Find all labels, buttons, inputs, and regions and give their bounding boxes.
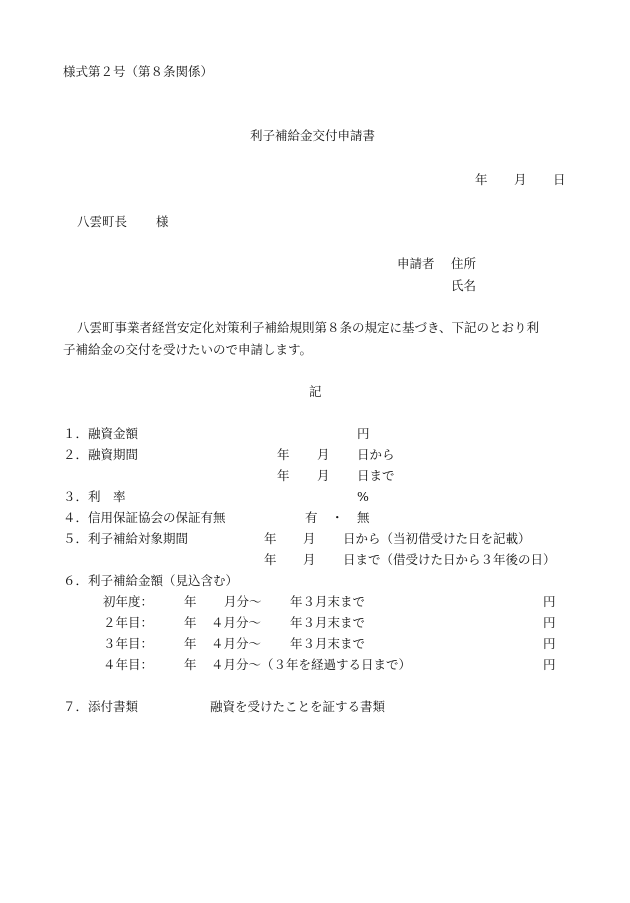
loan-period-to: 日まで bbox=[357, 468, 395, 483]
loan-period-from-year: 年 bbox=[277, 447, 290, 462]
document-title: 利子補給金交付申請書 bbox=[250, 128, 376, 143]
subsidy-period-from-month: 月 bbox=[303, 531, 316, 546]
date-year: 年 bbox=[475, 172, 488, 187]
item-loan-amount-unit: 円 bbox=[357, 426, 370, 441]
subsidy-row-from: ４月分～ bbox=[211, 636, 262, 651]
guarantee-no: 無 bbox=[357, 510, 370, 525]
subsidy-row-unit: 円 bbox=[543, 594, 556, 609]
subsidy-row-to: 年３月末まで bbox=[290, 636, 366, 651]
guarantee-yes: 有 bbox=[305, 510, 318, 525]
item-subsidy-period-label: ５．利子補給対象期間 bbox=[63, 531, 189, 546]
loan-period-to-year: 年 bbox=[277, 468, 290, 483]
subsidy-row-from: ４月分～ bbox=[211, 615, 262, 630]
item-loan-amount-label: １．融資金額 bbox=[63, 426, 139, 441]
subsidy-row-year-label: ２年目： bbox=[103, 615, 154, 630]
item-loan-period-label: ２．融資期間 bbox=[63, 447, 139, 462]
date-day: 日 bbox=[553, 172, 566, 187]
subsidy-row-to: 年３月末まで bbox=[290, 594, 366, 609]
subsidy-row-from: 月分～ bbox=[224, 594, 262, 609]
applicant-label: 申請者 bbox=[397, 256, 435, 271]
item-attachments-label: ７．添付書類 bbox=[63, 699, 139, 714]
addressee-name: 八雲町長 bbox=[77, 214, 128, 229]
guarantee-dot: ・ bbox=[331, 510, 344, 525]
subsidy-row-year-label: 初年度： bbox=[103, 594, 154, 609]
applicant-name-label: 氏名 bbox=[451, 278, 477, 293]
item-interest-rate-unit: % bbox=[357, 489, 369, 504]
subsidy-row-nen: 年 bbox=[184, 594, 197, 609]
item-interest-rate-label: ３．利 率 bbox=[63, 489, 126, 504]
subsidy-row-nen: 年 bbox=[184, 615, 197, 630]
subsidy-period-from-year: 年 bbox=[264, 531, 277, 546]
subsidy-row-from: ４月分～（３年を経過する日まで） bbox=[211, 657, 412, 672]
form-number: 様式第２号（第８条関係） bbox=[63, 64, 214, 79]
subsidy-row-year-label: ３年目： bbox=[103, 636, 154, 651]
ki-heading: 記 bbox=[309, 384, 322, 399]
subsidy-row-nen: 年 bbox=[184, 657, 197, 672]
subsidy-period-to: 日まで（借受けた日から３年後の日） bbox=[343, 552, 556, 567]
body-line-1: 八雲町事業者経営安定化対策利子補給規則第８条の規定に基づき、下記のとおり利 bbox=[77, 320, 540, 335]
subsidy-period-to-year: 年 bbox=[264, 552, 277, 567]
date-month: 月 bbox=[514, 172, 527, 187]
body-line-2: 子補給金の交付を受けたいので申請します。 bbox=[63, 342, 313, 357]
item-attachments-value: 融資を受けたことを証する書類 bbox=[210, 699, 386, 714]
loan-period-from-month: 月 bbox=[317, 447, 330, 462]
loan-period-to-month: 月 bbox=[317, 468, 330, 483]
addressee-honorific: 様 bbox=[156, 214, 169, 229]
subsidy-row-to: 年３月末まで bbox=[290, 615, 366, 630]
subsidy-row-unit: 円 bbox=[543, 615, 556, 630]
subsidy-row-year-label: ４年目： bbox=[103, 657, 154, 672]
item-subsidy-amount-label: ６．利子補給金額（見込含む） bbox=[63, 573, 239, 588]
subsidy-row-unit: 円 bbox=[543, 636, 556, 651]
item-guarantee-label: ４．信用保証協会の保証有無 bbox=[63, 510, 226, 525]
subsidy-period-to-month: 月 bbox=[303, 552, 316, 567]
subsidy-period-from: 日から（当初借受けた日を記載） bbox=[343, 531, 531, 546]
loan-period-from: 日から bbox=[357, 447, 395, 462]
subsidy-row-unit: 円 bbox=[543, 657, 556, 672]
subsidy-row-nen: 年 bbox=[184, 636, 197, 651]
applicant-address-label: 住所 bbox=[451, 256, 477, 271]
